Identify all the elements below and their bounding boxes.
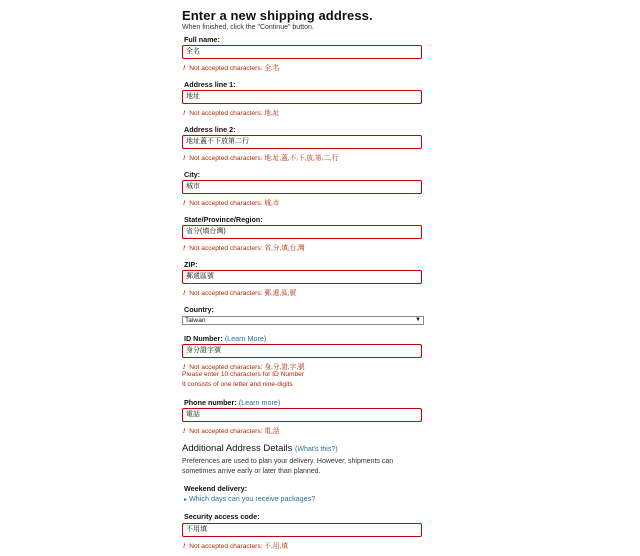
zip-input[interactable]: 郵遞區號	[182, 270, 422, 284]
state-input[interactable]: 省分(填台灣)	[182, 225, 422, 239]
address2-input[interactable]: 地址蓋不下放第二行	[182, 135, 422, 149]
exclamation-icon: !	[183, 364, 186, 371]
error-prefix: Not accepted characters:	[189, 290, 263, 297]
id-number-input[interactable]: 身分證字號	[182, 344, 422, 358]
error-prefix: Not accepted characters:	[189, 65, 263, 72]
address1-input[interactable]: 地址	[182, 90, 422, 104]
error-chars: 地,址,蓋,不,下,放,第,二,行	[264, 155, 339, 162]
error-chars: 身,分,證,字,號	[264, 364, 305, 371]
id-number-label-text: ID Number:	[184, 334, 223, 343]
exclamation-icon: !	[183, 543, 186, 550]
error-prefix: Not accepted characters:	[189, 245, 263, 252]
exclamation-icon: !	[183, 65, 186, 72]
error-chars: 城,市	[264, 200, 280, 207]
city-error	[183, 197, 279, 207]
exclamation-icon: !	[183, 428, 186, 435]
country-value: Taiwan	[185, 317, 206, 324]
id-number-label	[184, 334, 266, 343]
exclamation-icon: !	[183, 290, 186, 297]
zip-error	[183, 287, 296, 297]
error-prefix: Not accepted characters:	[189, 364, 263, 371]
state-error	[183, 242, 305, 252]
full-name-input[interactable]: 全名	[182, 45, 422, 59]
additional-heading-text: Additional Address Details	[182, 443, 293, 454]
exclamation-icon: !	[183, 245, 186, 252]
error-chars: 全,名	[264, 65, 280, 72]
error-chars: 省,分,填,台,灣	[264, 245, 305, 252]
triangle-right-icon: ▸	[184, 497, 188, 503]
error-prefix: Not accepted characters:	[189, 428, 263, 435]
security-code-error	[183, 540, 288, 550]
address1-label: Address line 1:	[184, 80, 236, 89]
full-name-error	[183, 62, 279, 72]
additional-description: Preferences are used to plan your delivery. However, shipments can sometimes arrive early or later than planned.	[182, 458, 394, 475]
zip-label: ZIP:	[184, 260, 198, 269]
phone-error	[183, 425, 279, 435]
security-code-input[interactable]: 不用填	[182, 523, 422, 537]
page-title: Enter a new shipping address.	[182, 8, 373, 23]
id-learn-more-link[interactable]: (Learn More)	[224, 334, 267, 343]
weekend-delivery-row	[184, 494, 315, 503]
country-label: Country:	[184, 305, 214, 314]
full-name-label: Full name:	[184, 35, 220, 44]
error-prefix: Not accepted characters:	[189, 200, 263, 207]
city-label: City:	[184, 170, 200, 179]
phone-label	[184, 398, 280, 407]
id-number-error	[183, 361, 305, 371]
exclamation-icon: !	[183, 200, 186, 207]
error-chars: 地,址	[264, 110, 280, 117]
chevron-down-icon: ▼	[415, 317, 421, 323]
additional-details-heading	[182, 443, 338, 454]
error-chars: 郵,遞,區,號	[264, 290, 297, 297]
state-label: State/Province/Region:	[184, 215, 263, 224]
error-chars: 電,話	[264, 428, 280, 435]
error-chars: 不,用,填	[264, 543, 288, 550]
phone-input[interactable]: 電話	[182, 408, 422, 422]
exclamation-icon: !	[183, 110, 186, 117]
address2-error	[183, 152, 338, 162]
city-input[interactable]: 城市	[182, 180, 422, 194]
address1-error	[183, 107, 279, 117]
security-code-label: Security access code:	[184, 512, 260, 521]
instructions: When finished, click the "Continue" button.	[182, 24, 314, 31]
address2-label: Address line 2:	[184, 125, 236, 134]
weekend-days-link[interactable]: Which days can you receive packages?	[189, 494, 316, 503]
exclamation-icon: !	[183, 155, 186, 162]
id-length-message: Please enter 10 characters for ID Number	[182, 371, 305, 378]
id-format-message: It consists of one letter and nine-digits	[182, 381, 293, 388]
error-prefix: Not accepted characters:	[189, 155, 263, 162]
error-prefix: Not accepted characters:	[189, 543, 263, 550]
weekend-delivery-label: Weekend delivery:	[184, 484, 247, 493]
phone-learn-more-link[interactable]: (Learn more)	[238, 398, 281, 407]
phone-label-text: Phone number:	[184, 398, 237, 407]
error-prefix: Not accepted characters:	[189, 110, 263, 117]
whats-this-link[interactable]: (What's this?)	[295, 446, 338, 453]
country-select[interactable]	[182, 316, 424, 325]
